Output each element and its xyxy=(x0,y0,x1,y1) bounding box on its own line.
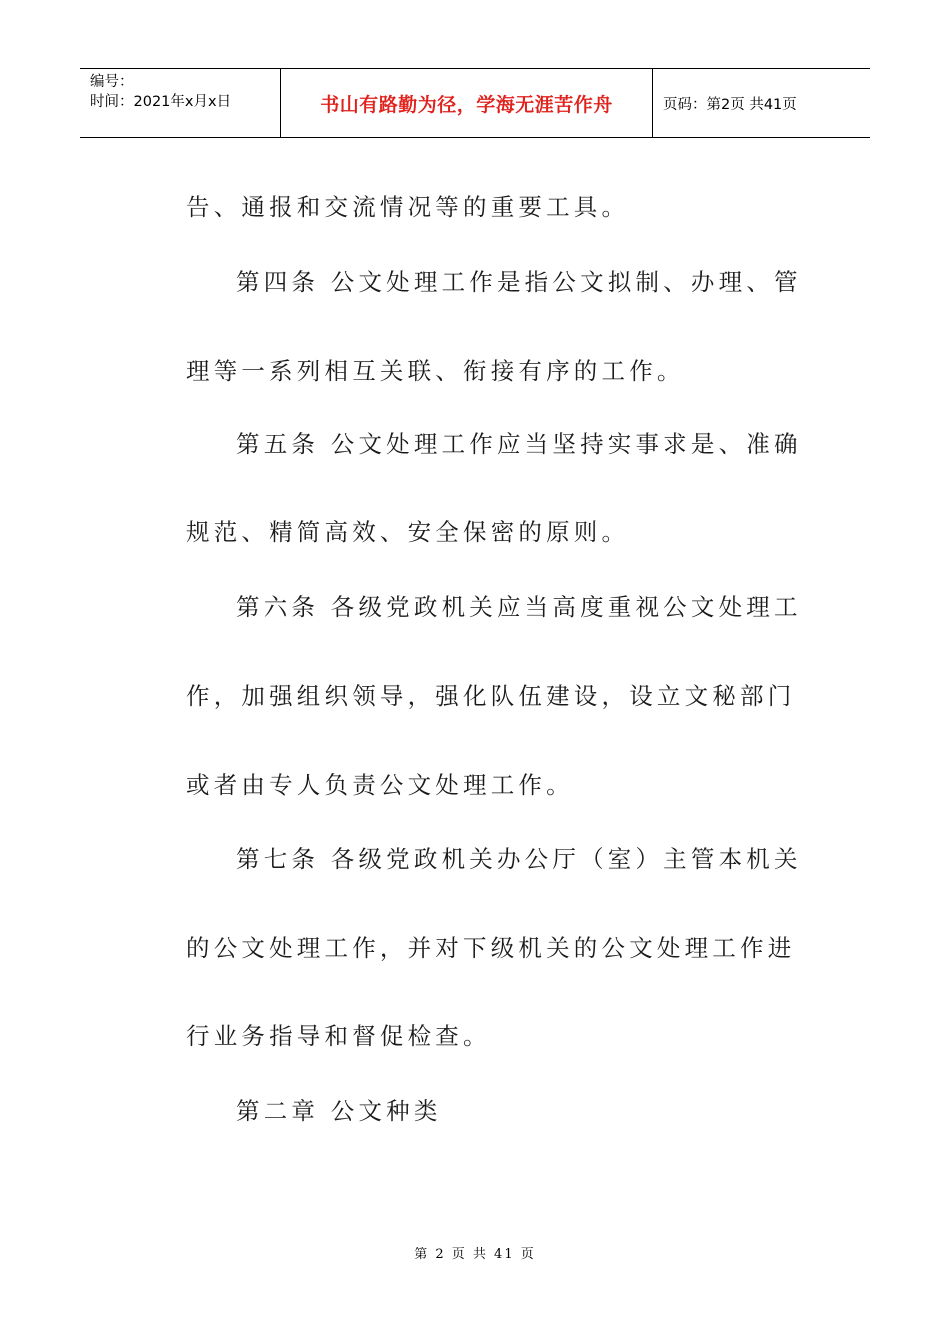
chapter-heading: 第二章 公文种类 xyxy=(236,1097,442,1125)
article-6-heading-line: 第六条 各级党政机关应当高度重视公文处理工 xyxy=(236,593,802,621)
article-4-heading-line: 第四条 公文处理工作是指公文拟制、办理、管 xyxy=(236,268,802,296)
body-line: 告、通报和交流情况等的重要工具。 xyxy=(186,193,630,221)
body-line: 作，加强组织领导，强化队伍建设，设立文秘部门 xyxy=(186,682,796,710)
header-meta xyxy=(80,69,281,137)
article-5-heading-line: 第五条 公文处理工作应当坚持实事求是、准确 xyxy=(236,430,802,458)
body-line: 行业务指导和督促检查。 xyxy=(186,1022,491,1050)
page-footer: 第 2 页 共 41 页 xyxy=(414,1247,536,1262)
body-line: 或者由专人负责公文处理工作。 xyxy=(186,771,574,799)
body-line: 理等一系列相互关联、衔接有序的工作。 xyxy=(186,357,685,385)
header-page-info: 页码：第2页 共41页 xyxy=(663,96,797,113)
article-7-heading-line: 第七条 各级党政机关办公厅（室）主管本机关 xyxy=(236,845,802,873)
document-time: 时间：2021年x月x日 xyxy=(90,94,232,110)
body-line: 规范、精简高效、安全保密的原则。 xyxy=(186,518,630,546)
document-number-label: 编号： xyxy=(90,74,134,90)
body-line: 的公文处理工作，并对下级机关的公文处理工作进 xyxy=(186,934,796,962)
document-header xyxy=(80,68,870,138)
header-motto: 书山有路勤为径，学海无涯苦作舟 xyxy=(281,69,653,137)
